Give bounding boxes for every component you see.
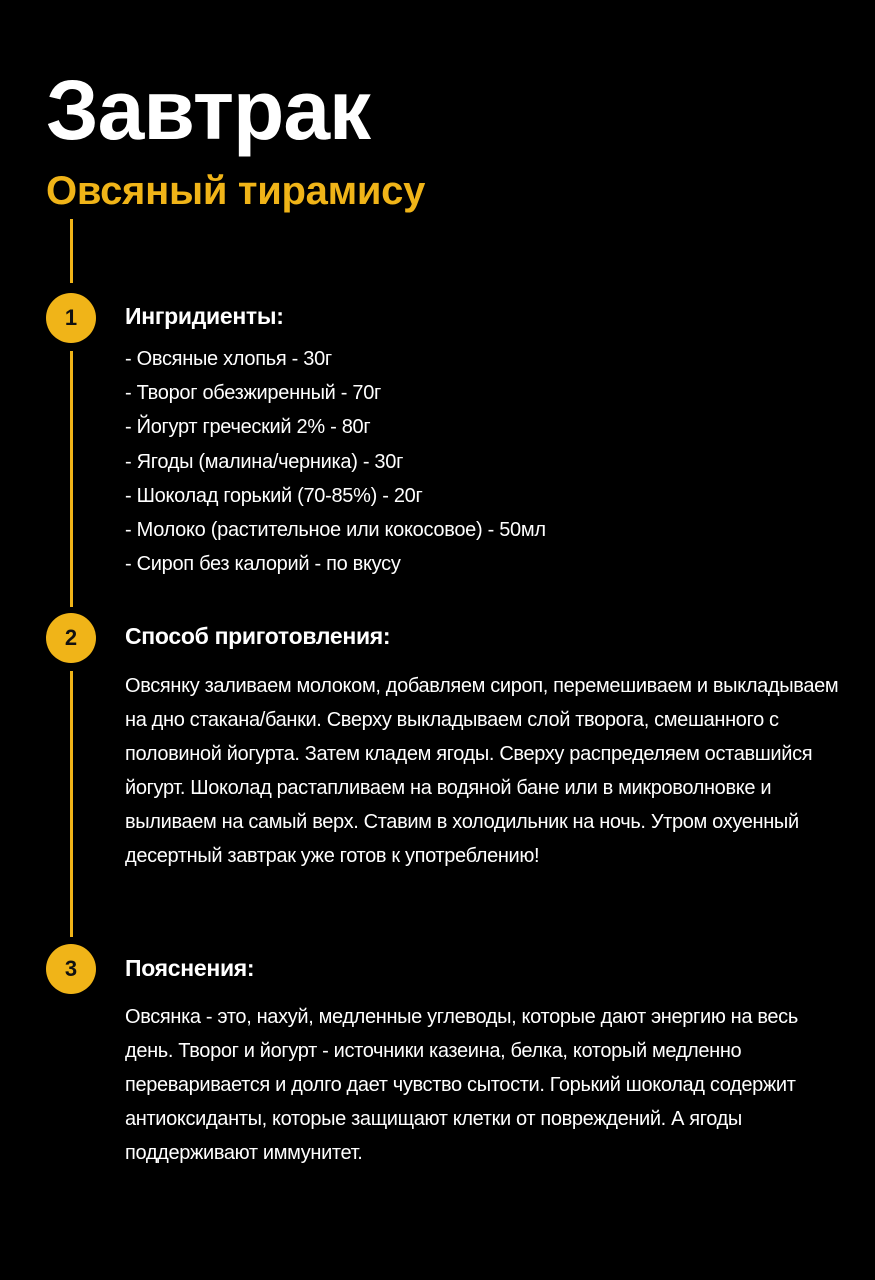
step-number-badge <box>46 293 96 343</box>
step-number: 1 <box>64 305 78 330</box>
timeline-connector-1-2 <box>70 351 73 607</box>
step-heading-method: Способ приготовления: <box>125 623 391 649</box>
step-number-badge <box>46 944 96 994</box>
list-item: - Молоко (растительное или кокосовое) - 50мл <box>125 519 546 542</box>
step-number: 3 <box>64 956 78 981</box>
method-text: Овсянку заливаем молоком, добавляем сироп, перемешиваем и выкладываем на дно стакана/банки. Сверху выкладываем слой творога, смешанного с половиной йогурта. Затем кладем ягоды. Сверху распределяем оставшийся йогурт. Шоколад растапливаем на водяной бане или в микроволновке и выливаем на самый верх. Ставим в холодильник на ночь. Утром охуенный десертный завтрак уже готов к употреблению! <box>125 675 839 867</box>
list-item: - Творог обезжиренный - 70г <box>125 382 382 405</box>
notes-text: Овсянка - это, нахуй, медленные углеводы, которые дают энергию на весь день. Творог и йогурт - источники казеина, белка, который медленно переваривается и долго дает чувство сытости. Горький шоколад содержит антиоксиданты, которые защищают клетки от повреждений. А ягоды поддерживают иммунитет. <box>125 1006 798 1164</box>
step-heading-notes: Пояснения: <box>125 955 255 981</box>
timeline-connector-2-3 <box>70 671 73 937</box>
list-item: - Йогурт греческий 2% - 80г <box>125 416 371 439</box>
ingredients-list <box>125 342 546 581</box>
list-item: - Ягоды (малина/черника) - 30г <box>125 450 404 473</box>
step-number-badge <box>46 613 96 663</box>
list-item: - Овсяные хлопья - 30г <box>125 348 332 370</box>
recipe-subtitle: Овсяный тирамису <box>46 169 426 213</box>
step-number: 2 <box>64 625 78 650</box>
page-title: Завтрак <box>46 63 371 157</box>
step-heading-ingredients: Ингридиенты: <box>125 303 284 329</box>
list-item: - Шоколад горький (70-85%) - 20г <box>125 484 423 507</box>
list-item: - Сироп без калорий - по вкусу <box>125 553 401 576</box>
timeline-connector-top <box>70 219 73 283</box>
